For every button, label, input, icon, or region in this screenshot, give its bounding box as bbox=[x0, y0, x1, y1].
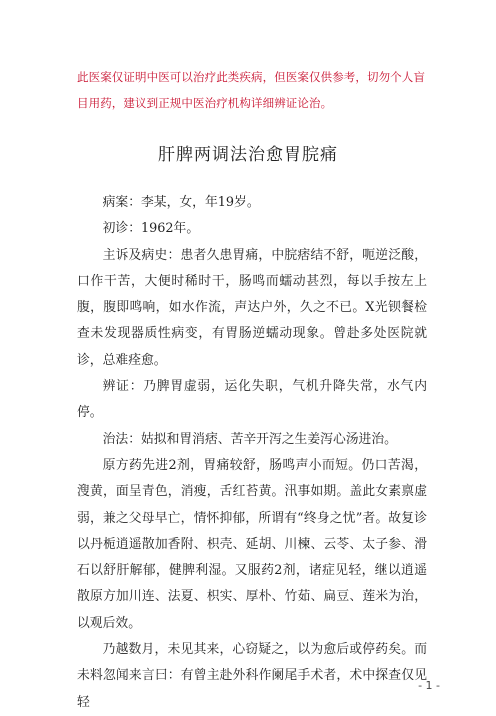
paragraph-diagnosis: 辨证：乃脾胃虚弱，运化失职，气机升降失常，水气内停。 bbox=[77, 379, 427, 421]
paragraph-treatment: 治法：姑拟和胃消痞、苦辛开泻之生姜泻心汤进治。 bbox=[102, 431, 397, 447]
document-title: 肝脾两调法治愈胃脘痛 bbox=[158, 145, 338, 165]
disclaimer-text: 此医案仅证明中医可以治疗此类疾病，但医案仅供参考，切勿个人盲目用药，建议到正规中医治疗机构详细辨证论治。 bbox=[77, 70, 425, 110]
paragraph-patient: 病案：李某，女，年19岁。 bbox=[102, 195, 260, 210]
paragraph-prescription: 原方药先进2剂，胃痛较舒，肠鸣声小而短。仍口苦渴，溲黄，面呈青色，消瘦，舌红苔黄。汛事如期。盖此女素禀虚弱，兼之父母早亡，情怀抑郁，所谓有“终身之忧”者。故复诊以丹栀逍遥散加香附、枳壳、延胡、川楝、云苓、太子参、滑石以舒肝解郁，健脾利湿。又服药2剂，诸症见轻，继以逍遥散原方加川连、法夏、枳实、厚朴、竹茹、扁豆、莲米为治，以观后效。 bbox=[77, 457, 427, 631]
paragraph-history: 主诉及病史：患者久患胃痛，中脘痞结不舒，呃逆泛酸，口作干苦，大便时稀时干，肠鸣而蠕动甚烈，每以手按左上腹，腹即鸣响，如水作流，声达户外，久之不已。X光钡餐检查未发现器质性病变，有胃肠逆蠕动现象。曾赴多处医院就诊，总难痊愈。 bbox=[77, 247, 427, 368]
document-body bbox=[77, 190, 427, 716]
paragraph-followup: 乃越数月，未见其来，心窃疑之，以为愈后或停药矣。而未料忽闻来言曰：有曾主赴外科作阑尾手术者，术中探查仅见轻 bbox=[77, 642, 427, 710]
disclaimer-notice bbox=[77, 64, 427, 116]
page-number: - 1 - bbox=[418, 679, 440, 692]
paragraph-first-visit: 初诊：1962年。 bbox=[102, 221, 200, 237]
